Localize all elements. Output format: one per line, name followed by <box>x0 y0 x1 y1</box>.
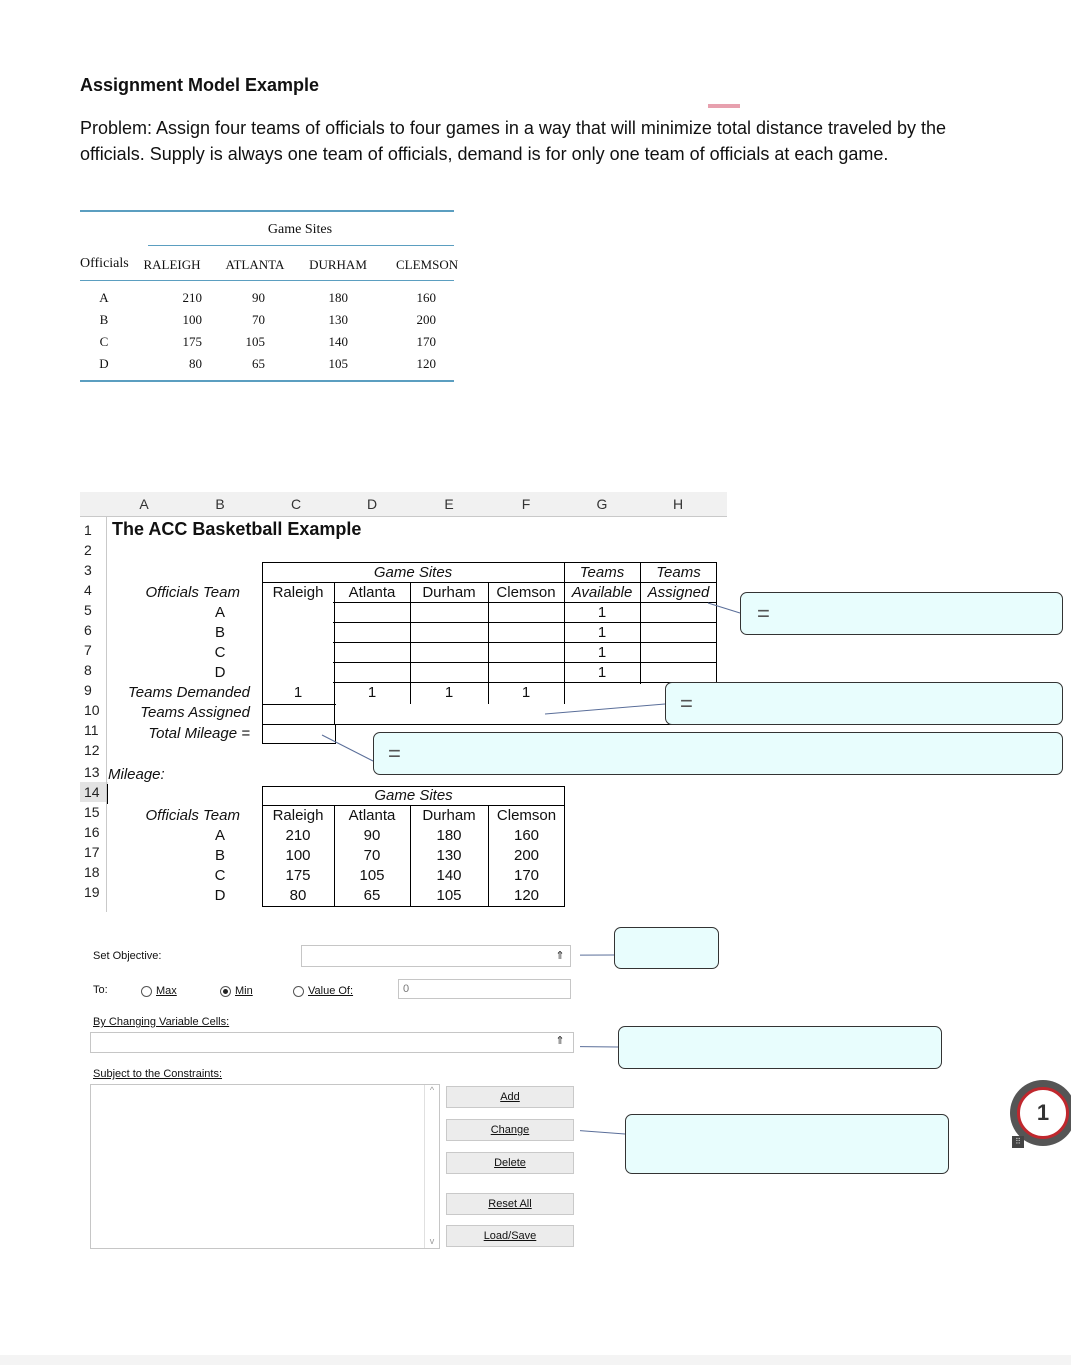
row-number[interactable]: 18 <box>84 864 100 880</box>
mileage-cell[interactable]: 130 <box>436 847 462 864</box>
mileage-cell[interactable]: 70 <box>363 847 381 864</box>
table-cell: 70 <box>252 312 265 327</box>
col-header[interactable]: G <box>596 496 608 512</box>
load-save-button[interactable]: Load/Save <box>446 1225 574 1247</box>
table-row-label: B <box>99 312 109 327</box>
available-value[interactable]: 1 <box>597 664 607 681</box>
table-row-label: C <box>99 334 109 349</box>
col-header[interactable]: H <box>672 496 684 512</box>
row-number[interactable]: 9 <box>84 682 92 698</box>
collapse-icon[interactable]: ⇑ <box>555 950 565 962</box>
table-cell: 130 <box>328 312 348 327</box>
demanded-value[interactable]: 1 <box>367 684 377 701</box>
document-title: Assignment Model Example <box>80 75 320 95</box>
site-header: Durham <box>422 584 476 601</box>
max-label: Max <box>156 985 177 997</box>
col-header[interactable]: A <box>139 496 149 512</box>
connector-line <box>322 735 373 761</box>
row-number[interactable]: 8 <box>84 662 92 678</box>
teams-demanded-label: Teams Demanded <box>127 684 250 701</box>
site-header: Clemson <box>496 584 556 601</box>
mileage-label: Mileage: <box>108 766 165 783</box>
row-number[interactable]: 12 <box>84 742 100 758</box>
mileage-cell[interactable]: 140 <box>436 867 462 884</box>
mileage-row-label: C <box>214 867 226 884</box>
change-button[interactable]: Change <box>446 1119 574 1141</box>
mileage-row-label: D <box>214 887 226 904</box>
mileage-cell[interactable]: 105 <box>359 867 385 884</box>
table-cell: 100 <box>182 312 202 327</box>
scroll-up-icon[interactable]: ^ <box>429 1085 435 1095</box>
radio-selected-icon <box>220 986 231 997</box>
row-number[interactable]: 16 <box>84 824 100 840</box>
site-header: Atlanta <box>348 584 396 601</box>
mileage-cell[interactable]: 100 <box>285 847 311 864</box>
variable-cells-input[interactable] <box>90 1032 574 1053</box>
row-number[interactable]: 17 <box>84 844 100 860</box>
equals-sign: = <box>757 601 770 626</box>
demanded-value[interactable]: 1 <box>293 684 303 701</box>
mileage-site-header: Clemson <box>496 807 557 824</box>
mileage-cell[interactable]: 80 <box>289 887 307 904</box>
site-header: Raleigh <box>272 584 324 601</box>
row-number[interactable]: 19 <box>84 884 100 900</box>
reset-all-button[interactable]: Reset All <box>446 1193 574 1215</box>
col-header[interactable]: D <box>366 496 378 512</box>
mileage-cell[interactable]: 175 <box>285 867 311 884</box>
total-mileage-label: Total Mileage = <box>148 725 250 742</box>
mileage-cell[interactable]: 180 <box>436 827 462 844</box>
team-label: A <box>214 604 225 621</box>
subject-to-label: Subject to the Constraints: <box>93 1068 223 1080</box>
table-cell: 105 <box>245 334 265 349</box>
available-value[interactable]: 1 <box>597 644 607 661</box>
mileage-cell[interactable]: 170 <box>513 867 540 884</box>
equals-sign: = <box>680 691 693 716</box>
row-number[interactable]: 14 <box>80 782 108 802</box>
scroll-down-icon[interactable]: v <box>429 1236 435 1246</box>
mileage-cell[interactable]: 160 <box>513 827 540 844</box>
problem-text: Problem: Assign four teams of officials to four games in a way that will minimize total distance traveled by the officials. Supply is always one team of officials, demand is for only one team of officials at each game. <box>80 118 947 164</box>
radio-icon <box>141 986 152 997</box>
mileage-game-sites-header: Game Sites <box>374 787 453 804</box>
radio-icon <box>293 986 304 997</box>
officials-team-label: Officials Team <box>145 584 240 601</box>
mileage-cell[interactable]: 200 <box>513 847 540 864</box>
mileage-site-header: Durham <box>422 807 476 824</box>
table-cell: 120 <box>416 356 436 371</box>
demanded-value[interactable]: 1 <box>521 684 531 701</box>
table-cell: 175 <box>182 334 202 349</box>
col-header[interactable]: C <box>290 496 302 512</box>
table-row-header: Officials <box>80 256 129 271</box>
table-col-header: RALEIGH <box>143 257 201 272</box>
table-cell: 210 <box>182 290 202 305</box>
min-label: Min <box>235 985 253 997</box>
available-header: Available <box>571 584 633 601</box>
delete-button[interactable]: Delete <box>446 1152 574 1174</box>
row-number[interactable]: 5 <box>84 602 92 618</box>
value-of-radio[interactable] <box>293 985 353 997</box>
row-number[interactable]: 6 <box>84 622 92 638</box>
collapse-icon[interactable]: ⇑ <box>555 1035 565 1047</box>
teams-assigned-label: Teams Assigned <box>140 704 250 721</box>
col-header[interactable]: E <box>444 496 454 512</box>
constraints-scrollbar[interactable] <box>424 1085 439 1248</box>
by-changing-label: By Changing Variable Cells: <box>93 1016 230 1028</box>
mileage-cell[interactable]: 65 <box>363 887 381 904</box>
table-col-header: DURHAM <box>309 257 367 272</box>
demanded-value[interactable]: 1 <box>444 684 454 701</box>
table-cell: 200 <box>416 312 436 327</box>
mileage-cell[interactable]: 90 <box>363 827 381 844</box>
table-group-header: Game Sites <box>267 222 333 237</box>
teams-header: Teams <box>579 564 625 581</box>
table-cell: 105 <box>328 356 348 371</box>
min-radio[interactable] <box>220 985 253 997</box>
table-cell: 140 <box>328 334 348 349</box>
table-col-header: ATLANTA <box>225 257 285 272</box>
row-number[interactable]: 11 <box>84 722 99 738</box>
table-cell: 65 <box>252 356 265 371</box>
row-number[interactable]: 2 <box>84 542 92 558</box>
sheet-title: The ACC Basketball Example <box>112 519 362 539</box>
table-row-label: A <box>99 290 109 305</box>
mileage-cell[interactable]: 210 <box>285 827 311 844</box>
row-number[interactable]: 15 <box>84 804 100 820</box>
equals-sign: = <box>388 741 401 766</box>
table-col-header: CLEMSON <box>396 257 459 272</box>
row-number[interactable]: 1 <box>84 522 92 538</box>
table-cell: 170 <box>416 334 436 349</box>
table-cell: 180 <box>328 290 348 305</box>
objective-input[interactable] <box>301 945 571 967</box>
game-sites-header: Game Sites <box>373 564 453 581</box>
max-radio[interactable] <box>141 985 177 997</box>
mileage-cell[interactable]: 105 <box>436 887 462 904</box>
value-of-input[interactable]: 0 <box>398 979 571 999</box>
teams-header-2: Teams <box>656 564 701 581</box>
table-cell: 90 <box>252 290 265 305</box>
row-number[interactable]: 4 <box>84 582 92 598</box>
table-row-label: D <box>99 356 109 371</box>
set-objective-label: Set Objective: <box>93 950 162 962</box>
col-header[interactable]: F <box>521 496 531 512</box>
value-of-label: Value Of: <box>308 985 354 997</box>
page-footer <box>0 1355 1071 1365</box>
notification-badge[interactable] <box>1010 1080 1071 1146</box>
row-number[interactable]: 7 <box>84 642 92 658</box>
table-cell: 80 <box>189 356 202 371</box>
assigned-header: Assigned <box>647 584 710 601</box>
available-value[interactable]: 1 <box>597 604 607 621</box>
mileage-officials-label: Officials Team <box>145 807 240 824</box>
connector-line <box>708 603 740 613</box>
connector-line <box>545 704 665 714</box>
mileage-cell[interactable]: 120 <box>513 887 540 904</box>
badge-count: 1 <box>1017 1087 1069 1139</box>
team-label: B <box>214 624 225 641</box>
grid-icon: ⠿ <box>1012 1136 1024 1148</box>
available-value[interactable]: 1 <box>597 624 607 641</box>
table-cell: 160 <box>416 290 436 305</box>
constraints-list[interactable] <box>90 1084 440 1249</box>
team-label: C <box>214 644 226 661</box>
row-number[interactable]: 13 <box>84 764 100 780</box>
col-header[interactable]: B <box>215 496 225 512</box>
add-button[interactable]: Add <box>446 1086 574 1108</box>
mileage-site-header: Atlanta <box>348 807 396 824</box>
mileage-row-label: A <box>214 827 225 844</box>
team-label: D <box>214 664 226 681</box>
solver-dialog <box>80 935 580 1255</box>
mileage-row-label: B <box>214 847 225 864</box>
row-number[interactable]: 10 <box>84 702 100 718</box>
to-label: To: <box>93 984 108 996</box>
mileage-site-header: Raleigh <box>272 807 324 824</box>
row-number[interactable]: 3 <box>84 562 92 578</box>
